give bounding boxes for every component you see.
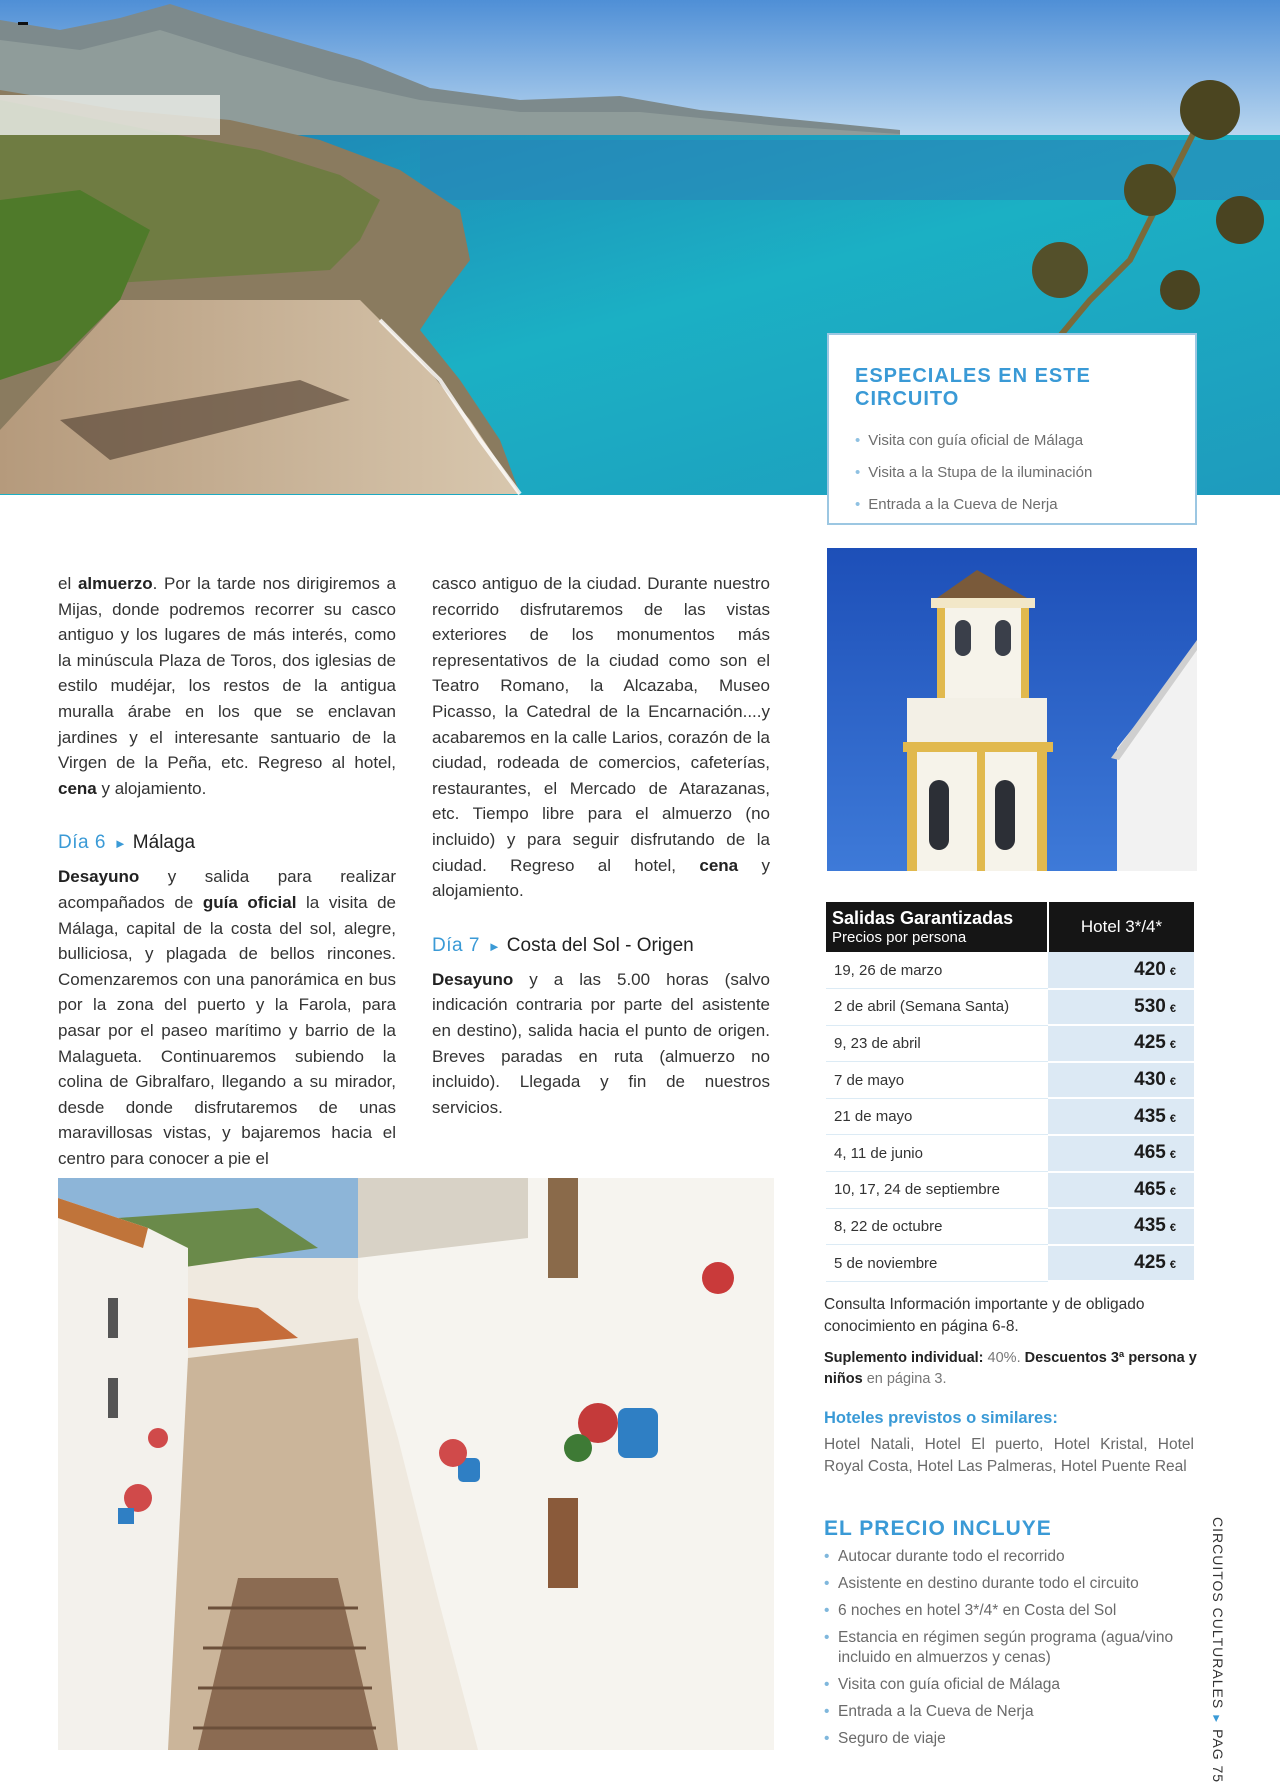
bold-text: Desayuno [58, 867, 140, 887]
table-row [826, 1245, 1194, 1282]
price-value: 465 [1134, 1178, 1166, 1200]
price-value: 430 [1134, 1069, 1166, 1091]
price-rows [826, 952, 1194, 1281]
euro-symbol: € [1169, 1185, 1176, 1198]
table-row [826, 1172, 1194, 1209]
side-text [1205, 1517, 1231, 1783]
itinerary-paragraph: Desayuno y salida para realizar acompañados de guía oficial la visita de Málaga, capital de la costa del sol, alegre, bulliciosa, y plagada de bellos rincones. Comenzaremos con una panorámica en bus por la zona del puerto y la Farola, para pasar por el paseo marítimo y barrio de la Malagueta. Continuaremos subiendo la colina de Gibralfaro, llegando a su mirador, desde donde disfrutaremos de unas maravillosas vistas, y bajaremos hacia el centro para conocer a pie el [58, 867, 397, 1168]
bold-text: guía oficial [202, 892, 297, 912]
suplemento-note [824, 1348, 1200, 1390]
itinerary-column-1 [58, 571, 396, 1171]
euro-symbol: € [1169, 1259, 1176, 1272]
price-cell [1048, 952, 1194, 989]
euro-symbol: € [1169, 1222, 1176, 1235]
suplemento-label: Suplemento individual: [824, 1350, 984, 1366]
hoteles-title: Hoteles previstos o similares: [824, 1409, 1058, 1427]
especiales-list [855, 425, 1169, 521]
euro-symbol: € [1169, 1002, 1176, 1015]
price-value: 435 [1134, 1105, 1166, 1127]
section-name: CIRCUITOS CULTURALES [1210, 1517, 1226, 1710]
table-row [826, 1208, 1194, 1245]
euro-symbol: € [1169, 965, 1176, 978]
list-item: • Entrada a la Cueva de Nerja [824, 1702, 1194, 1722]
price-cell [1048, 1025, 1194, 1062]
euro-symbol: € [1169, 1149, 1176, 1162]
itinerary-paragraph: Desayuno y a las 5.00 horas (salvo indicación contraria por parte del asistente en destino), salida hacia el punto de origen. Breves paradas en ruta (almuerzo no incluido). Llegada y fin de nuestros servicios. [432, 969, 770, 1117]
price-cell [1048, 989, 1194, 1026]
table-row [826, 989, 1194, 1026]
price-value: 465 [1134, 1142, 1166, 1164]
village-street-photo [58, 1178, 774, 1750]
euro-symbol: € [1169, 1076, 1176, 1089]
price-cell [1048, 1208, 1194, 1245]
list-item: • Seguro de viaje [824, 1729, 1194, 1749]
incluye-list [824, 1547, 1194, 1756]
table-row [826, 1062, 1194, 1099]
departure-date: 8, 22 de octubre [826, 1208, 1048, 1245]
table-row [826, 1025, 1194, 1062]
departure-date: 10, 17, 24 de septiembre [826, 1172, 1048, 1209]
table-header-row [826, 902, 1194, 952]
table-subtitle: Precios por persona [832, 929, 967, 946]
especiales-box [827, 333, 1197, 525]
chevron-right-icon: ► [1210, 1713, 1222, 1726]
list-item: • Asistente en destino durante todo el circuito [824, 1574, 1194, 1594]
departure-date: 2 de abril (Semana Santa) [826, 989, 1048, 1026]
consulta-note: Consulta Información importante y de obligado conocimiento en página 6-8. [824, 1296, 1145, 1335]
euro-symbol: € [1169, 1112, 1176, 1125]
list-item: • Visita a la Stupa de la iluminación [855, 457, 1169, 489]
departure-date: 9, 23 de abril [826, 1025, 1048, 1062]
suplemento-value: 40%. [987, 1350, 1021, 1366]
day-title: Málaga [132, 832, 196, 854]
table-row [826, 952, 1194, 989]
itinerary-paragraph: casco antiguo de la ciudad. Durante nuestro recorrido disfrutaremos de las vistas exteriores de los monumentos más representativos de la ciudad como son el Teatro Romano, la Alcazaba, Museo Picasso, la Catedral de la Encarnación....y acabaremos en la calle Larios, corazón de la ciudad, rodeada de comercios, cafeterías, restaurantes, el Mercado de Atarazanas, etc. Tiempo libre para el almuerzo (no incluido) y para seguir disfrutando de la ciudad. Regreso al hotel, cena y alojamiento. [432, 574, 770, 901]
list-item: • Visita con guía oficial de Málaga [855, 425, 1169, 457]
price-cell [1048, 1098, 1194, 1135]
departure-date: 5 de noviembre [826, 1245, 1048, 1282]
departure-date: 4, 11 de junio [826, 1135, 1048, 1172]
flag-mark [18, 22, 28, 25]
list-item: • Entrada a la Cueva de Nerja [855, 489, 1169, 521]
itinerary-paragraph: el almuerzo. Por la tarde nos dirigiremos a Mijas, donde podremos recorrer su casco antiguo y los lugares de más interés, como la minúscula Plaza de Toros, dos iglesias de estilo mudéjar, los restos de la antigua muralla árabe en los que se enclavan jardines y el interesante santuario de la Virgen de la Peña, etc. Regreso al hotel, cena y alojamiento. [58, 574, 396, 798]
departure-date: 7 de mayo [826, 1062, 1048, 1099]
price-cell [1048, 1245, 1194, 1282]
list-item: • Estancia en régimen según programa (agua/vino incluido en almuerzos y cenas) [824, 1628, 1194, 1668]
price-value: 425 [1134, 1252, 1166, 1274]
day-title: Costa del Sol - Origen [506, 934, 694, 956]
day-7-heading [432, 934, 770, 959]
departure-date: 19, 26 de marzo [826, 952, 1048, 989]
price-cell [1048, 1172, 1194, 1209]
bold-text: cena [699, 855, 739, 875]
price-cell [1048, 1062, 1194, 1099]
table-title: Salidas Garantizadas [832, 908, 1014, 928]
side-page-label [1205, 1517, 1231, 1783]
bold-text: cena [58, 778, 97, 798]
day-number: Día 6 [58, 832, 106, 854]
page-number: PAG 75 [1210, 1729, 1226, 1783]
list-item: • Autocar durante todo el recorrido [824, 1547, 1194, 1567]
price-value: 435 [1134, 1215, 1166, 1237]
price-value: 420 [1134, 958, 1166, 980]
itinerary-column-2 [432, 571, 770, 1120]
table-row [826, 1098, 1194, 1135]
table-header-title-cell [826, 902, 1048, 952]
chevron-right-icon: ► [487, 938, 501, 954]
euro-symbol: € [1169, 1039, 1176, 1052]
bold-text: almuerzo [77, 574, 153, 593]
chevron-right-icon: ► [113, 836, 127, 852]
church-tower-photo [827, 548, 1197, 871]
especiales-title: ESPECIALES EN ESTE CIRCUITO [855, 365, 1091, 410]
price-value: 425 [1134, 1032, 1166, 1054]
descuentos-label: Descuentos 3ª persona y niños [824, 1350, 1197, 1387]
table-row [826, 1135, 1194, 1172]
descuentos-value: en página 3. [866, 1371, 947, 1387]
prices-table [826, 902, 1194, 1282]
departure-date: 21 de mayo [826, 1098, 1048, 1135]
list-item: • Visita con guía oficial de Málaga [824, 1675, 1194, 1695]
day-6-heading [58, 831, 396, 856]
table-hotel-header: Hotel 3*/4* [1048, 902, 1194, 952]
list-item: • 6 noches en hotel 3*/4* en Costa del Sol [824, 1601, 1194, 1621]
bold-text: Desayuno [432, 969, 514, 989]
hoteles-list: Hotel Natali, Hotel El puerto, Hotel Kristal, Hotel Royal Costa, Hotel Las Palmeras, Hotel Puente Real [824, 1436, 1194, 1475]
price-cell [1048, 1135, 1194, 1172]
incluye-title: EL PRECIO INCLUYE [824, 1517, 1052, 1540]
price-value: 530 [1134, 995, 1166, 1017]
day-number: Día 7 [432, 934, 480, 956]
